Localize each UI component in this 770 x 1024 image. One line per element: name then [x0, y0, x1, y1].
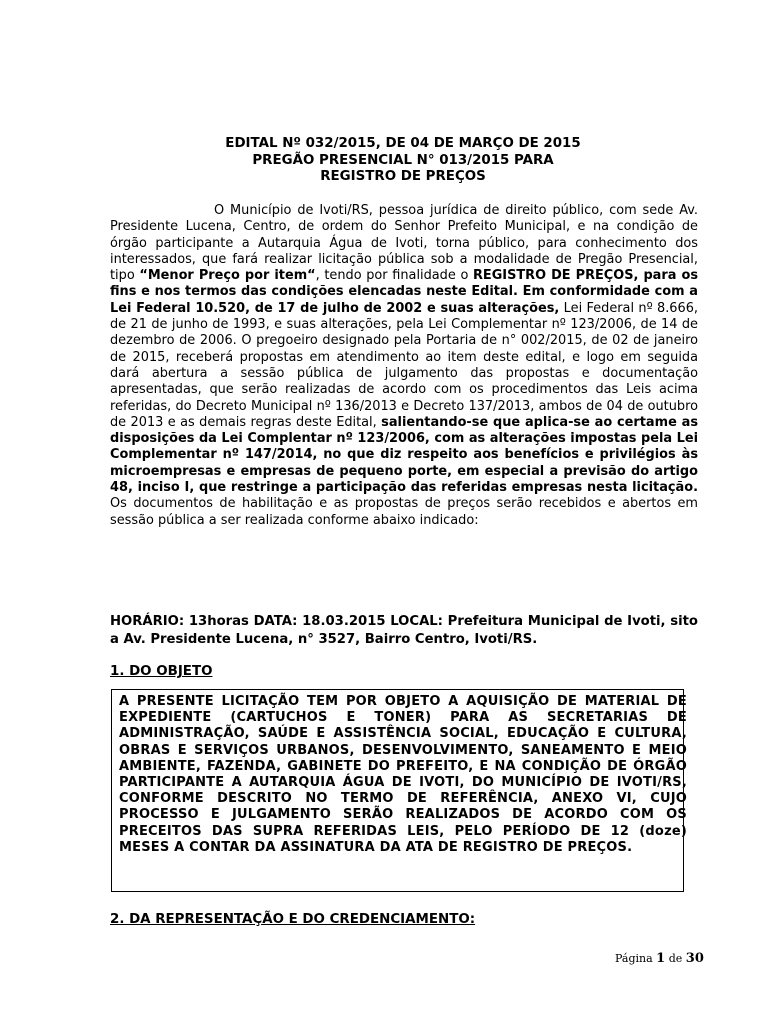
intro-text-a: O Município de Ivoti/RS, pessoa jurídica de direito público, com sede Av. Presidente Lucena, Centro, de ordem do Senhor Prefeito Municipal, e na condição de órgão participante a Autarquia Água de Ivoti, torna público, para conhecimento dos interessados, que fará realizar licitação pública sob a modalidade de Pregão Presencial, tipo: [110, 203, 698, 284]
title-line-pregao: PREGÃO PRESENCIAL N° 013/2015 PARA: [252, 152, 554, 168]
footer-of-word: de: [668, 952, 683, 965]
horario-paragraph: HORÁRIO: 13horas DATA: 18.03.2015 LOCAL: Prefeitura Municipal de Ivoti, sito a Av. Presidente Lucena, n° 3527, Bairro Centro, Ivoti/RS.: [110, 614, 698, 647]
title-line-edital: EDITAL Nº 032/2015, DE 04 DE MARÇO DE 2015: [225, 136, 581, 151]
intro-paragraph: [110, 203, 698, 529]
intro-text-c: , tendo por finalidade o: [315, 268, 473, 284]
intro-text-e: Lei Federal nº 8.666, de 21 de junho de 1993, e suas alterações, pela Lei Complementar nº 123/2006, de 14 de dezembro de 2006. O pregoeiro designado pela Portaria de n° 002/2015, de 02 de janeiro de 2015, receberá propostas em atendimento ao item deste edital, e logo em seguida dará abertura a sessão pública de julgamento das propostas e documentação apresentadas, que serão realizadas de acordo com os procedimentos das Leis acima referidas, do Decreto Municipal nº 136/2013 e Decreto 137/2013, ambos de 04 de outubro de 2013 e as demais regras deste Edital,: [110, 300, 698, 430]
section-representacao-heading: 2. DA REPRESENTAÇÃO E DO CREDENCIAMENTO:: [110, 912, 476, 927]
intro-salientando-bold: salientando-se que aplica-se ao certame as disposições da Lei Complentar nº 123/2006, com as alterações impostas pela Lei Complementar nº 147/2014, no que diz respeito aos benefícios e privilégios às microempresas e empresas de pequeno porte, em especial a previsão do artigo 48, inciso I, que restringe a participação das referidas empresas nesta licitação.: [110, 414, 698, 496]
section-objeto-heading: 1. DO OBJETO: [110, 664, 213, 679]
document-title: [110, 136, 696, 186]
intro-text-g: Os documentos de habilitação e as propostas de preços serão recebidos e abertos em sessão pública a ser realizada conforme abaixo indicado:: [110, 496, 698, 528]
intro-registro-bold: REGISTRO DE PREÇOS, para os fins e nos termos das condições elencadas neste Edital. Em conformidade com a Lei Federal 10.520, de 17 de julho de 2002 e suas alterações,: [110, 268, 698, 316]
intro-type-bold: “Menor Preço por item“: [139, 268, 316, 284]
footer-page-total: 30: [685, 951, 704, 966]
footer-page-number: 1: [656, 951, 666, 966]
title-line-registro: REGISTRO DE PREÇOS: [320, 169, 486, 184]
objeto-box: [111, 689, 687, 892]
footer-page-word: Página: [615, 952, 653, 965]
page-footer: [615, 951, 704, 966]
objeto-text: A PRESENTE LICITAÇÃO TEM POR OBJETO A AQUISIÇÃO DE MATERIAL DE EXPEDIENTE (CARTUCHOS E TONER) PARA AS SECRETARIAS DE ADMINISTRAÇÃO, SAÚDE E ASSISTÊNCIA SOCIAL, EDUCAÇÃO E CULTURA, OBRAS E SERVIÇOS URBANOS, DESENVOLVIMENTO, SANEAMENTO E MEIO AMBIENTE, FAZENDA, GABINETE DO PREFEITO, E NA CONDIÇÃO DE ÓRGÃO PARTICIPANTE A AUTARQUIA ÁGUA DE IVOTI, DO MUNICÍPIO DE IVOTI/RS, CONFORME DESCRITO NO TERMO DE REFERÊNCIA, ANEXO VI, CUJO PROCESSO E JULGAMENTO SERÃO REALIZADOS DE ACORDO COM OS PRECEITOS DAS SUPRA REFERIDAS LEIS, PELO PERÍODO DE 12 (doze) MESES A CONTAR DA ASSINATURA DA ATA DE REGISTRO DE PREÇOS.: [119, 694, 687, 855]
